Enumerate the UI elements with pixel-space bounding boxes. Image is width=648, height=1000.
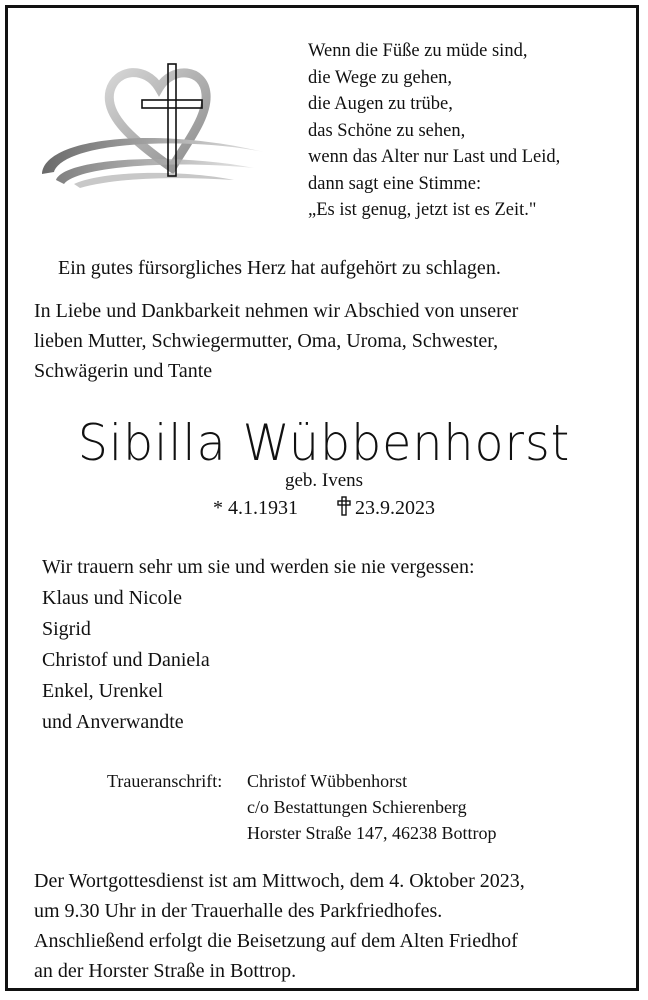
- poem-line: die Wege zu gehen,: [308, 67, 453, 88]
- service-line: um 9.30 Uhr in der Trauerhalle des Parkfriedhofes.: [34, 900, 443, 922]
- death-date: 23.9.2023: [355, 497, 435, 519]
- birth-date: * 4.1.1931: [213, 497, 298, 519]
- mourners-line: Klaus und Nicole: [42, 587, 182, 609]
- service-line: Der Wortgottesdienst ist am Mittwoch, dem 4. Oktober 2023,: [34, 870, 525, 892]
- service-info: [34, 866, 525, 986]
- poem: [308, 38, 560, 224]
- poem-line: die Augen zu trübe,: [308, 94, 453, 114]
- intro-text: [34, 296, 518, 386]
- service-line: an der Horster Straße in Bottrop.: [34, 960, 297, 982]
- intro-line: Schwägerin und Tante: [34, 360, 213, 382]
- heart-cross-swoosh-icon: [34, 56, 274, 206]
- life-dates: [0, 496, 648, 520]
- poem-line: Wenn die Füße zu müde sind,: [308, 41, 528, 61]
- mourners-line: Wir trauern sehr um sie und werden sie nie vergessen:: [42, 556, 475, 578]
- poem-line: wenn das Alter nur Last und Leid,: [308, 147, 561, 167]
- mourners-line: Christof und Daniela: [42, 649, 210, 671]
- mourning-address: [107, 768, 496, 846]
- intro-line: lieben Mutter, Schwiegermutter, Oma, Uroma, Schwester,: [34, 330, 499, 352]
- address-line: Christof Wübbenhorst: [247, 771, 408, 791]
- intro-line: In Liebe und Dankbarkeit nehmen wir Abschied von unserer: [34, 300, 519, 322]
- mourners-list: [42, 552, 475, 738]
- address-line: c/o Bestattungen Schierenberg: [247, 797, 467, 817]
- mourners-line: und Anverwandte: [42, 711, 184, 733]
- address-label: Traueranschrift:: [107, 771, 223, 791]
- address-line: Horster Straße 147, 46238 Bottrop: [247, 823, 497, 843]
- poem-line: „Es ist genug, jetzt ist es Zeit.": [308, 200, 537, 220]
- deceased-name: Sibilla Wübbenhorst: [77, 414, 571, 472]
- poem-line: dann sagt eine Stimme:: [308, 173, 482, 194]
- mourners-line: Enkel, Urenkel: [42, 680, 164, 702]
- maiden-name: geb. Ivens: [284, 470, 364, 491]
- heading: Ein gutes fürsorgliches Herz hat aufgehört zu schlagen.: [58, 257, 501, 279]
- poem-line: das Schöne zu sehen,: [308, 120, 466, 141]
- service-line: Anschließend erfolgt die Beisetzung auf dem Alten Friedhof: [34, 930, 518, 952]
- cross-icon: [337, 496, 351, 516]
- mourners-line: Sigrid: [42, 618, 91, 640]
